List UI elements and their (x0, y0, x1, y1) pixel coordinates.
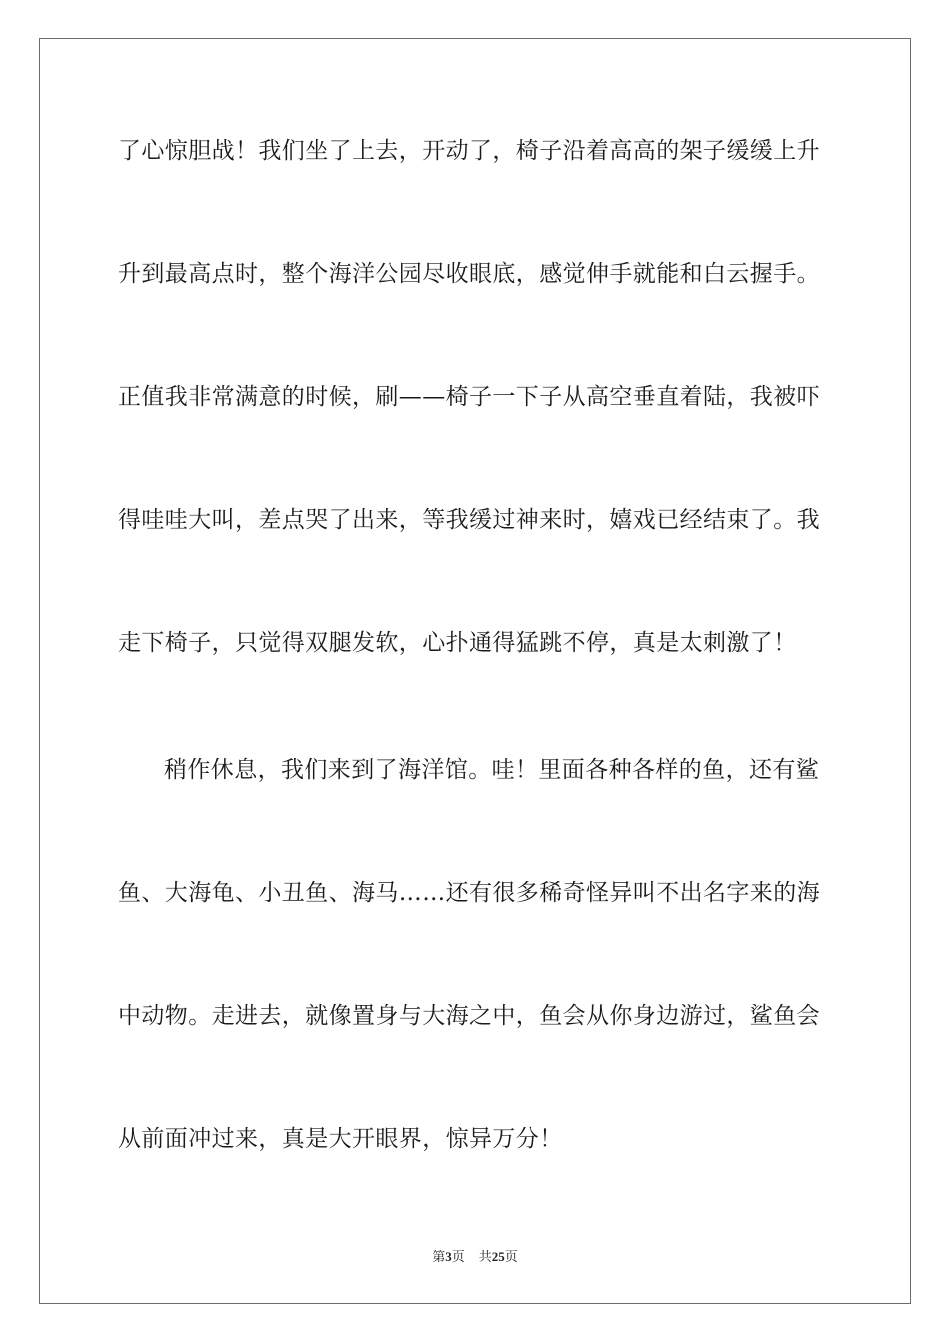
text-line-3: 正值我非常满意的时候，刷——椅子一下子从高空垂直着陆，我被吓 (118, 384, 820, 410)
page-prefix: 第 (432, 1250, 446, 1265)
text-line-7: 鱼、大海龟、小丑鱼、海马……还有很多稀奇怪异叫不出名字来的海 (118, 880, 820, 906)
page-border (39, 38, 911, 1304)
total-pages: 25 (491, 1249, 505, 1264)
text-line-4: 得哇哇大叫，差点哭了出来，等我缓过神来时，嬉戏已经结束了。我 (118, 507, 820, 533)
text-line-9: 从前面冲过来，真是大开眼界，惊异万分！ (118, 1126, 563, 1152)
total-suffix: 页 (504, 1250, 518, 1265)
text-line-8: 中动物。走进去，就像置身与大海之中，鱼会从你身边游过，鲨鱼会 (118, 1003, 820, 1029)
page-suffix: 页 (451, 1250, 465, 1265)
text-line-2: 升到最高点时，整个海洋公园尽收眼底，感觉伸手就能和白云握手。 (118, 261, 820, 287)
text-line-6-paragraph-start: 稍作休息，我们来到了海洋馆。哇！里面各种各样的鱼，还有鲨 (164, 757, 820, 783)
text-line-1: 了心惊胆战！我们坐了上去，开动了，椅子沿着高高的架子缓缓上升 (118, 138, 820, 164)
total-prefix: 共 (478, 1250, 492, 1265)
page-number: 3 (445, 1249, 452, 1264)
page-footer (0, 1248, 950, 1267)
text-line-5: 走下椅子，只觉得双腿发软，心扑通得猛跳不停，真是太刺激了！ (118, 630, 797, 656)
